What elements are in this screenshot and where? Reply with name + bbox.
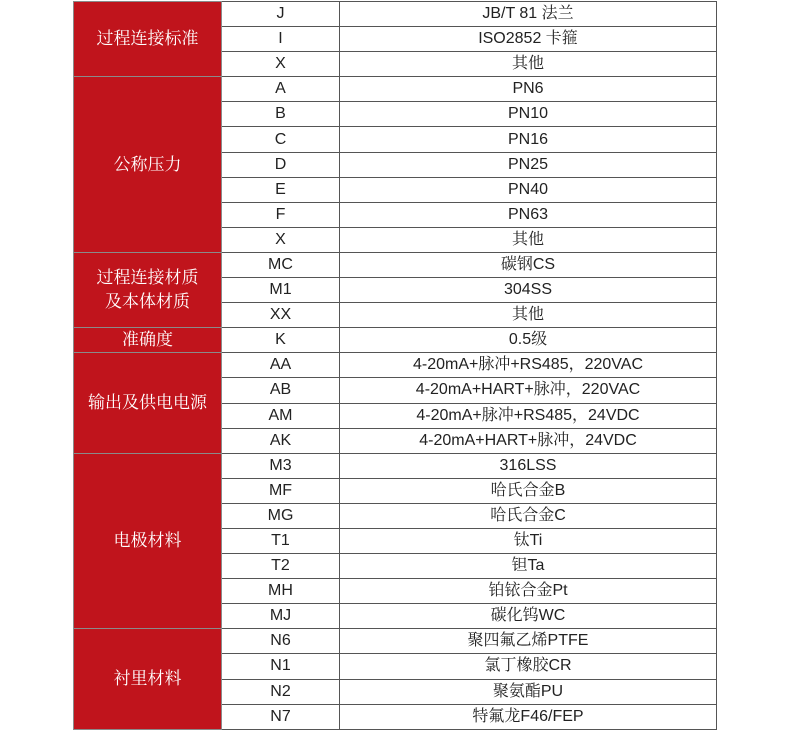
code-cell: MF (222, 478, 340, 503)
group-label: 过程连接标准 (74, 2, 222, 77)
group-label: 公称压力 (74, 77, 222, 253)
code-cell: B (222, 102, 340, 127)
description-cell: 钽Ta (340, 554, 717, 579)
code-cell: I (222, 27, 340, 52)
code-cell: AK (222, 428, 340, 453)
code-cell: N6 (222, 629, 340, 654)
table-row (74, 353, 717, 378)
description-cell: 碳钢CS (340, 252, 717, 277)
description-cell: 碳化钨WC (340, 604, 717, 629)
code-cell: MH (222, 579, 340, 604)
description-cell: PN40 (340, 177, 717, 202)
code-cell: T2 (222, 554, 340, 579)
description-cell: 304SS (340, 278, 717, 303)
code-cell: N2 (222, 679, 340, 704)
code-cell: J (222, 2, 340, 27)
table-row (74, 2, 717, 27)
code-cell: AB (222, 378, 340, 403)
code-cell: MJ (222, 604, 340, 629)
description-cell: PN25 (340, 152, 717, 177)
code-cell: D (222, 152, 340, 177)
description-cell: 0.5级 (340, 328, 717, 353)
code-cell: N7 (222, 704, 340, 729)
code-cell: AA (222, 353, 340, 378)
code-cell: K (222, 328, 340, 353)
table-row (74, 328, 717, 353)
description-cell: 哈氏合金B (340, 478, 717, 503)
code-cell: X (222, 52, 340, 77)
table-row (74, 453, 717, 478)
description-cell: 其他 (340, 52, 717, 77)
description-cell: 316LSS (340, 453, 717, 478)
group-label: 准确度 (74, 328, 222, 353)
code-cell: AM (222, 403, 340, 428)
description-cell: 4-20mA+脉冲+RS485，24VDC (340, 403, 717, 428)
description-cell: 聚氨酯PU (340, 679, 717, 704)
description-cell: PN10 (340, 102, 717, 127)
description-cell: 铂铱合金Pt (340, 579, 717, 604)
table-row (74, 252, 717, 277)
description-cell: 钛Ti (340, 528, 717, 553)
description-cell: 哈氏合金C (340, 503, 717, 528)
code-cell: XX (222, 303, 340, 328)
table-row (74, 77, 717, 102)
description-cell: PN16 (340, 127, 717, 152)
group-label: 电极材料 (74, 453, 222, 629)
code-cell: F (222, 202, 340, 227)
description-cell: 其他 (340, 303, 717, 328)
code-cell: M1 (222, 278, 340, 303)
description-cell: ISO2852 卡箍 (340, 27, 717, 52)
code-cell: E (222, 177, 340, 202)
code-cell: M3 (222, 453, 340, 478)
description-cell: PN63 (340, 202, 717, 227)
description-cell: 特氟龙F46/FEP (340, 704, 717, 729)
code-cell: X (222, 227, 340, 252)
description-cell: 其他 (340, 227, 717, 252)
code-cell: MG (222, 503, 340, 528)
table-row (74, 629, 717, 654)
code-cell: N1 (222, 654, 340, 679)
description-cell: 4-20mA+脉冲+RS485，220VAC (340, 353, 717, 378)
description-cell: JB/T 81 法兰 (340, 2, 717, 27)
description-cell: 聚四氟乙烯PTFE (340, 629, 717, 654)
code-cell: MC (222, 252, 340, 277)
spec-table-body (74, 2, 717, 730)
group-label: 衬里材料 (74, 629, 222, 729)
group-label: 过程连接材质 及本体材质 (74, 252, 222, 327)
spec-table (73, 1, 717, 730)
description-cell: 4-20mA+HART+脉冲，24VDC (340, 428, 717, 453)
description-cell: PN6 (340, 77, 717, 102)
description-cell: 4-20mA+HART+脉冲，220VAC (340, 378, 717, 403)
description-cell: 氯丁橡胶CR (340, 654, 717, 679)
code-cell: T1 (222, 528, 340, 553)
group-label: 输出及供电电源 (74, 353, 222, 453)
code-cell: C (222, 127, 340, 152)
code-cell: A (222, 77, 340, 102)
